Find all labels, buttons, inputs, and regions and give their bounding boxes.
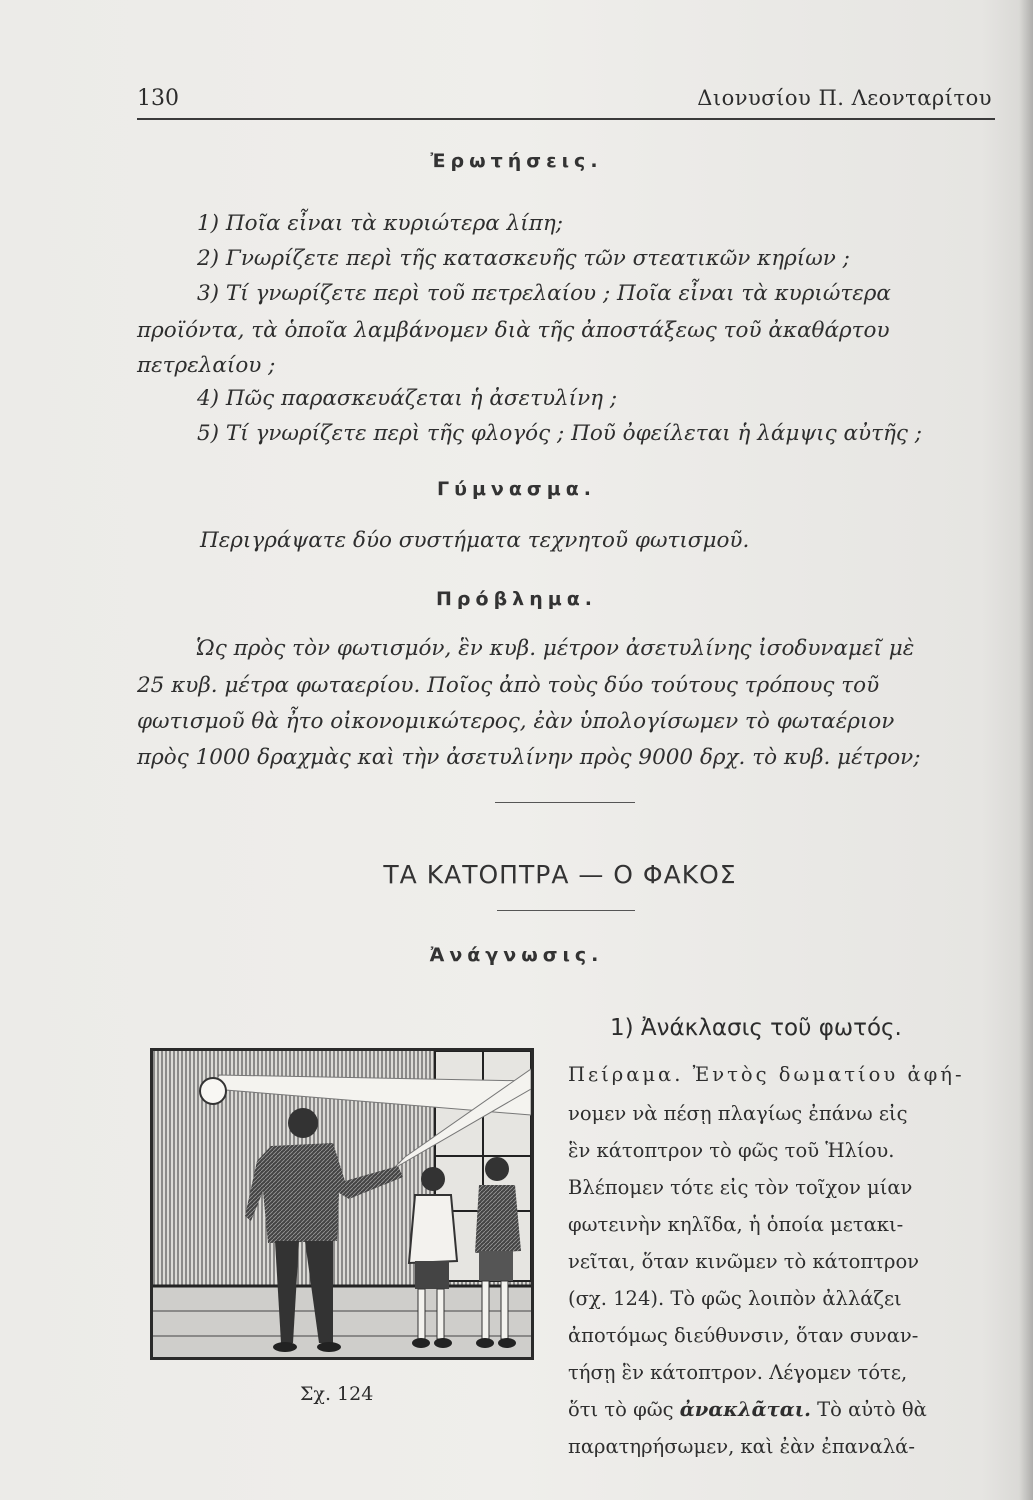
problem-line-3: φωτισμοῦ θὰ ἦτο οἰκονομικώτερος, ἐὰν ὑπολογίσωμεν τὸ φωταέριον <box>137 709 895 734</box>
chapter-rule-bottom <box>497 910 635 911</box>
reading-line-10 <box>568 1398 927 1421</box>
exercise-text: Περιγράψατε δύο συστήματα τεχνητοῦ φωτισμοῦ. <box>200 528 750 553</box>
reading-title: Ἀνάγνωσις. <box>429 944 604 966</box>
chapter-rule-top <box>495 802 635 803</box>
question-3: 3) Τί γνωρίζετε περὶ τοῦ πετρελαίου ; Ποῖα εἶναι τὰ κυριώτερα <box>197 281 891 306</box>
reading-keyword: ἀνακλᾶται. <box>679 1398 811 1421</box>
reading-line-3: ἓν κάτοπτρον τὸ φῶς τοῦ Ἡλίου. <box>568 1139 895 1162</box>
page-header <box>137 86 992 118</box>
reading-line-1-text: Πείραμα. Ἐντὸς δωματίου ἀφή- <box>568 1063 965 1086</box>
header-rule <box>137 118 995 120</box>
reading-line-8: ἀποτόμως διεύθυνσιν, ὅταν συναν- <box>568 1324 919 1347</box>
page-number: 130 <box>137 86 179 111</box>
light-spot <box>200 1078 226 1104</box>
page-edge-shadow <box>1019 0 1033 1500</box>
question-4: 4) Πῶς παρασκευάζεται ἡ ἀσετυλίνη ; <box>197 386 618 411</box>
reading-subtitle: 1) Ἀνάκλασις τοῦ φωτός. <box>610 1015 902 1041</box>
reading-line-4: Βλέπομεν τότε εἰς τὸν τοῖχον μίαν <box>568 1176 913 1199</box>
problem-line-2: 25 κυβ. μέτρα φωταερίου. Ποῖος ἀπὸ τοὺς δύο τούτους τρόπους τοῦ <box>137 673 880 698</box>
question-5: 5) Τί γνωρίζετε περὶ τῆς φλογός ; Ποῦ ὀφείλεται ἡ λάμψις αὐτῆς ; <box>197 421 922 446</box>
figure-illustration <box>153 1051 531 1357</box>
figure-caption: Σχ. 124 <box>300 1383 374 1405</box>
reading-line-7: (σχ. 124). Τὸ φῶς λοιπὸν ἀλλάζει <box>568 1287 902 1310</box>
figure-124 <box>150 1048 534 1360</box>
problem-line-4: πρὸς 1000 δραχμὰς καὶ τὴν ἀσετυλίνην πρὸς 9000 δρχ. τὸ κυβ. μέτρον; <box>137 745 921 770</box>
question-2: 2) Γνωρίζετε περὶ τῆς κατασκευῆς τῶν στεατικῶν κηρίων ; <box>197 246 850 271</box>
question-3-end: πετρελαίου ; <box>137 353 276 378</box>
reading-line-6: νεῖται, ὅταν κινῶμεν τὸ κάτοπτρον <box>568 1250 920 1273</box>
problem-line-1: Ὡς πρὸς τὸν φωτισμόν, ἓν κυβ. μέτρον ἀσετυλίνης ἰσοδυναμεῖ μὲ <box>196 636 915 661</box>
reading-line-10-b: Τὸ αὐτὸ θὰ <box>817 1398 927 1421</box>
chapter-title: ΤΑ ΚΑΤΟΠΤΡΑ — Ο ΦΑΚΟΣ <box>383 860 737 889</box>
reading-line-10-a: ὅτι τὸ φῶς <box>568 1398 674 1421</box>
problem-title: Πρόβλημα. <box>436 588 597 610</box>
running-head: Διονυσίου Π. Λεονταρίτου <box>697 86 992 110</box>
reading-line-1 <box>568 1063 965 1086</box>
questions-title: Ἐρωτήσεις. <box>430 150 603 172</box>
floor <box>153 1286 531 1357</box>
reading-line-11: παρατηρήσωμεν, καὶ ἐὰν ἐπαναλά- <box>568 1435 915 1458</box>
exercise-title: Γύμνασμα. <box>437 478 596 500</box>
reading-line-9: τήσῃ ἓν κάτοπτρον. Λέγομεν τότε, <box>568 1361 908 1384</box>
reading-line-2: νομεν νὰ πέσῃ πλαγίως ἐπάνω εἰς <box>568 1102 908 1125</box>
question-3-cont: προϊόντα, τὰ ὁποῖα λαμβάνομεν διὰ τῆς ἀποστάξεως τοῦ ἀκαθάρτου <box>137 318 890 343</box>
question-1: 1) Ποῖα εἶναι τὰ κυριώτερα λίπη; <box>197 211 563 236</box>
reading-line-5: φωτεινὴν κηλῖδα, ἡ ὁποία μετακι- <box>568 1213 904 1236</box>
